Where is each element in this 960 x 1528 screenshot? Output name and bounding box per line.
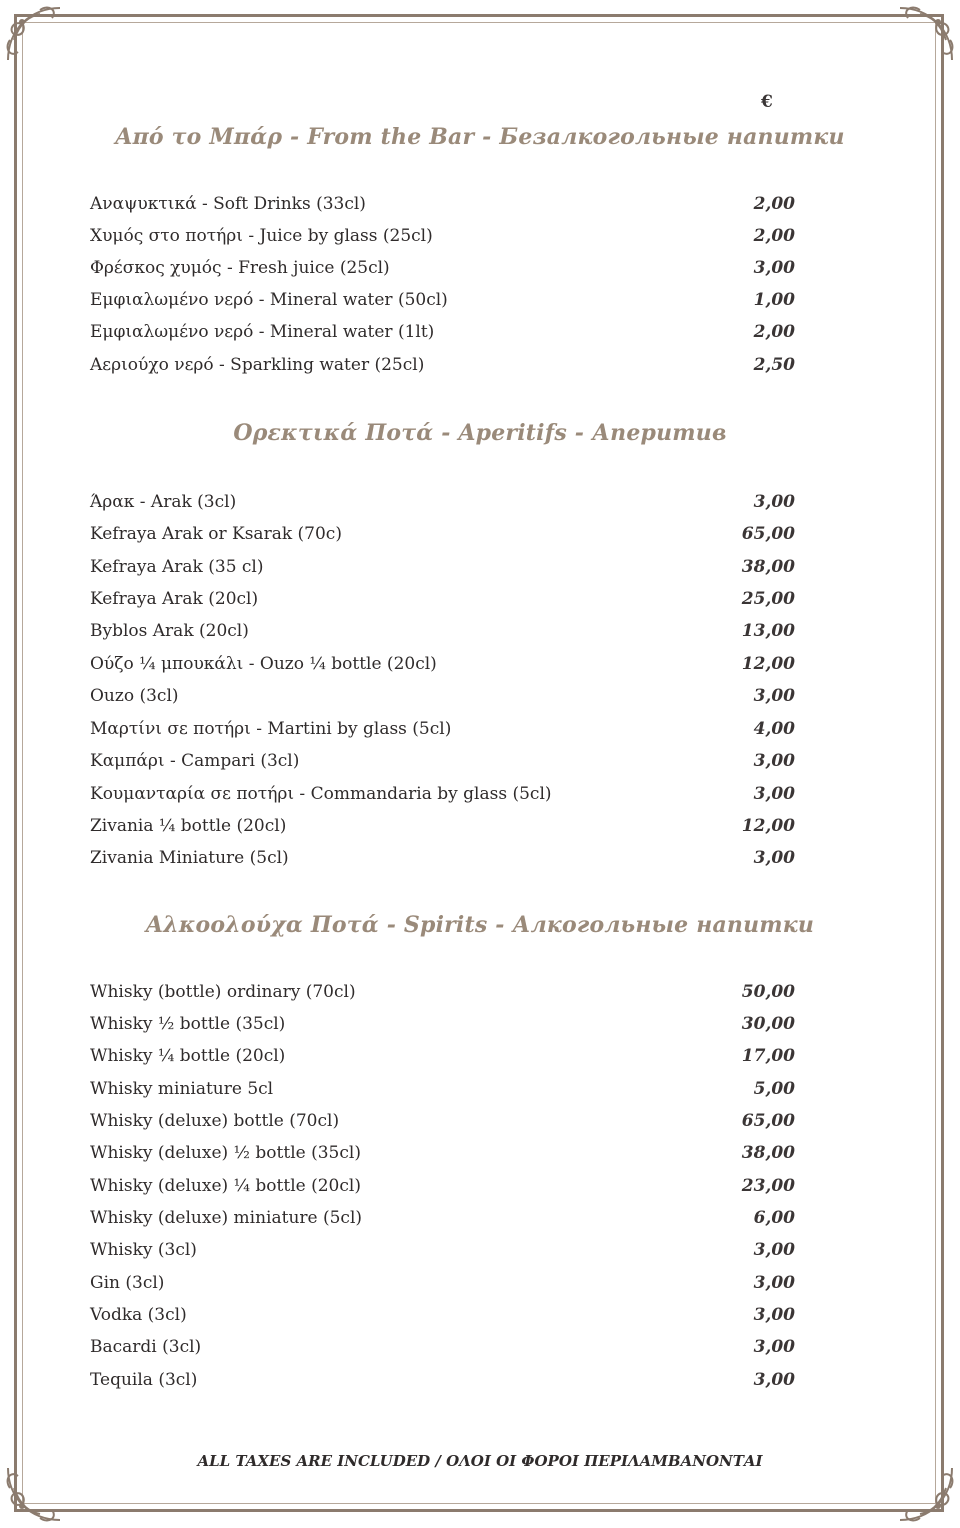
section-title-spirits: Αλκοολούχα Ποτά - Spirits - Алкогольные напитки (145, 912, 815, 938)
item-price: 3,00 (753, 751, 795, 771)
item-price: 2,00 (753, 226, 795, 246)
menu-item: Άρακ - Arak (3cl) 3,00 (90, 492, 795, 512)
menu-item: Εμφιαλωμένο νερό - Mineral water (50cl) 1,00 (90, 290, 795, 310)
menu-item: Zivania Miniature (5cl) 3,00 (90, 848, 795, 868)
menu-item: Whisky miniature 5cl 5,00 (90, 1079, 795, 1099)
item-price: 3,00 (753, 1240, 795, 1260)
item-price: 3,00 (753, 258, 795, 278)
item-price: 23,00 (741, 1176, 795, 1196)
menu-item: Gin (3cl) 3,00 (90, 1273, 795, 1293)
menu-item: Κουμανταρία σε ποτήρι - Commandaria by glass (5cl) 3,00 (90, 784, 795, 804)
item-price: 50,00 (741, 982, 795, 1002)
item-price: 65,00 (741, 524, 795, 544)
menu-item: Whisky ½ bottle (35cl) 30,00 (90, 1014, 795, 1034)
menu-item: Whisky (deluxe) bottle (70cl) 65,00 (90, 1111, 795, 1131)
menu-item: Zivania ¼ bottle (20cl) 12,00 (90, 816, 795, 836)
menu-item: Tequila (3cl) 3,00 (90, 1370, 795, 1390)
menu-item: Whisky (bottle) ordinary (70cl) 50,00 (90, 982, 795, 1002)
menu-item: Ούζο ¼ μπουκάλι - Ouzo ¼ bottle (20cl) 12,00 (90, 654, 795, 674)
menu-item: Vodka (3cl) 3,00 (90, 1305, 795, 1325)
currency-symbol: € (761, 92, 773, 112)
item-price: 2,50 (753, 355, 795, 375)
menu-item: Whisky (deluxe) miniature (5cl) 6,00 (90, 1208, 795, 1228)
menu-item: Bacardi (3cl) 3,00 (90, 1337, 795, 1357)
section-title-aperitifs: Ορεκτικά Ποτά - Aperitifs - Аперитив (233, 420, 727, 446)
item-price: 38,00 (741, 557, 795, 577)
item-price: 3,00 (753, 1305, 795, 1325)
item-price: 12,00 (741, 654, 795, 674)
item-price: 3,00 (753, 492, 795, 512)
item-price: 65,00 (741, 1111, 795, 1131)
menu-item: Kefraya Arak or Ksarak (70c) 65,00 (90, 524, 795, 544)
item-price: 30,00 (741, 1014, 795, 1034)
item-price: 12,00 (741, 816, 795, 836)
menu-item: Μαρτίνι σε ποτήρι - Martini by glass (5cl) 4,00 (90, 719, 795, 739)
ornamental-corner-icon (0, 0, 90, 90)
menu-item: Kefraya Arak (35 cl) 38,00 (90, 557, 795, 577)
item-price: 4,00 (753, 719, 795, 739)
item-price: 1,00 (753, 290, 795, 310)
item-price: 3,00 (753, 784, 795, 804)
menu-item: Whisky ¼ bottle (20cl) 17,00 (90, 1046, 795, 1066)
menu-item: Whisky (deluxe) ½ bottle (35cl) 38,00 (90, 1143, 795, 1163)
menu-item: Ouzo (3cl) 3,00 (90, 686, 795, 706)
item-price: 3,00 (753, 1370, 795, 1390)
menu-item: Byblos Arak (20cl) 13,00 (90, 621, 795, 641)
menu-item: Αεριούχο νερό - Sparkling water (25cl) 2,50 (90, 355, 795, 375)
item-price: 3,00 (753, 848, 795, 868)
item-price: 13,00 (741, 621, 795, 641)
menu-item: Χυμός στο ποτήρι - Juice by glass (25cl) 2,00 (90, 226, 795, 246)
item-price: 25,00 (741, 589, 795, 609)
ornamental-corner-icon (870, 0, 960, 90)
item-price: 3,00 (753, 1273, 795, 1293)
item-price: 5,00 (753, 1079, 795, 1099)
item-price: 3,00 (753, 1337, 795, 1357)
menu-item: Αναψυκτικά - Soft Drinks (33cl) 2,00 (90, 194, 795, 214)
menu-item: Whisky (deluxe) ¼ bottle (20cl) 23,00 (90, 1176, 795, 1196)
item-price: 38,00 (741, 1143, 795, 1163)
item-price: 2,00 (753, 194, 795, 214)
item-price: 17,00 (741, 1046, 795, 1066)
taxes-footer: ALL TAXES ARE INCLUDED / ΟΛΟΙ ΟΙ ΦΟΡΟΙ ΠΕΡΙΛΑΜΒΑΝΟΝΤΑΙ (197, 1452, 763, 1470)
menu-item: Kefraya Arak (20cl) 25,00 (90, 589, 795, 609)
item-price: 3,00 (753, 686, 795, 706)
section-title-from-the-bar: Από το Μπάρ - From the Bar - Безалкогольные напитки (115, 124, 845, 150)
menu-item: Εμφιαλωμένο νερό - Mineral water (1lt) 2,00 (90, 322, 795, 342)
menu-item: Whisky (3cl) 3,00 (90, 1240, 795, 1260)
menu-item: Καμπάρι - Campari (3cl) 3,00 (90, 751, 795, 771)
menu-item: Φρέσκος χυμός - Fresh juice (25cl) 3,00 (90, 258, 795, 278)
item-price: 2,00 (753, 322, 795, 342)
item-price: 6,00 (753, 1208, 795, 1228)
